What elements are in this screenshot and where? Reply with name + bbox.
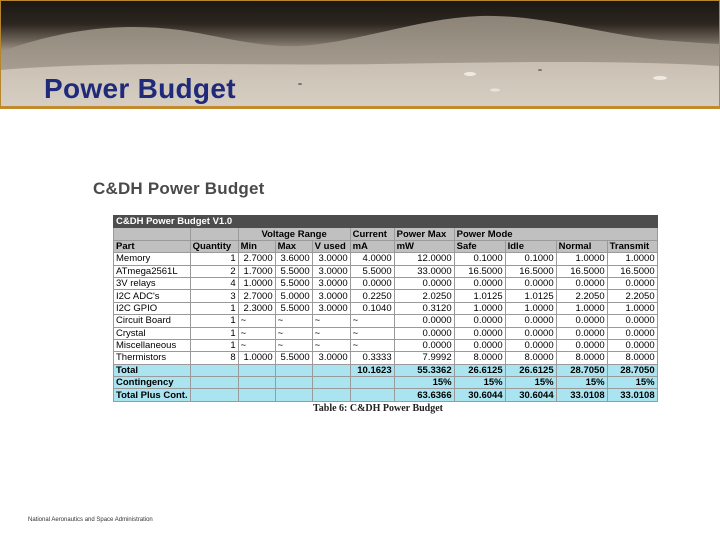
value-cell: 2.2050 (556, 290, 607, 302)
total-value-cell (190, 364, 238, 376)
group-header-row (114, 228, 658, 240)
total-value-cell (312, 389, 350, 401)
total-value-cell (350, 377, 394, 389)
value-cell: 3.0000 (312, 265, 350, 277)
value-cell: ~ (238, 327, 275, 339)
total-value-cell: 15% (394, 377, 454, 389)
value-cell: 1.0000 (607, 253, 657, 265)
value-cell: ~ (350, 327, 394, 339)
value-cell: 5.5000 (275, 265, 312, 277)
value-cell: 0.0000 (505, 315, 556, 327)
total-value-cell (350, 389, 394, 401)
value-cell: 0.2250 (350, 290, 394, 302)
value-cell: 0.0000 (350, 277, 394, 289)
value-cell: 3.0000 (312, 302, 350, 314)
value-cell: 2 (190, 265, 238, 277)
value-cell: 0.0000 (556, 315, 607, 327)
column-header: Min (238, 240, 275, 252)
value-cell: 0.1000 (505, 253, 556, 265)
value-cell: 0.0000 (607, 327, 657, 339)
value-cell: 8.0000 (505, 352, 556, 364)
value-cell: 1.0000 (607, 302, 657, 314)
total-label-cell: Total Plus Cont. (114, 389, 191, 401)
total-value-cell: 28.7050 (607, 364, 657, 376)
value-cell: ~ (312, 315, 350, 327)
value-cell: 2.0250 (394, 290, 454, 302)
total-value-cell: 26.6125 (454, 364, 505, 376)
value-cell: 2.2050 (607, 290, 657, 302)
total-value-cell (275, 377, 312, 389)
value-cell: 0.0000 (505, 277, 556, 289)
value-cell: 0.0000 (505, 327, 556, 339)
group-header-blank (190, 228, 238, 240)
value-cell: 1 (190, 315, 238, 327)
total-value-cell (312, 377, 350, 389)
total-value-cell: 30.6044 (505, 389, 556, 401)
column-header: Normal (556, 240, 607, 252)
value-cell: ~ (350, 339, 394, 351)
total-value-cell: 33.0108 (607, 389, 657, 401)
part-name-cell: I2C ADC's (114, 290, 191, 302)
total-value-cell: 26.6125 (505, 364, 556, 376)
sheet-caption: C&DH Power Budget V1.0 (114, 216, 658, 228)
part-name-cell: Thermistors (114, 352, 191, 364)
value-cell: 0.0000 (556, 339, 607, 351)
group-header-blank (114, 228, 191, 240)
column-header: Safe (454, 240, 505, 252)
banner-divider (0, 106, 720, 109)
value-cell: ~ (238, 339, 275, 351)
value-cell: 16.5000 (454, 265, 505, 277)
total-value-cell: 63.6366 (394, 389, 454, 401)
table-row (114, 315, 658, 327)
total-value-cell: 15% (505, 377, 556, 389)
part-name-cell: Memory (114, 253, 191, 265)
total-value-cell: 30.6044 (454, 389, 505, 401)
column-header: V used (312, 240, 350, 252)
part-name-cell: Crystal (114, 327, 191, 339)
value-cell: 16.5000 (607, 265, 657, 277)
total-value-cell (275, 389, 312, 401)
value-cell: 1 (190, 253, 238, 265)
value-cell: ~ (312, 339, 350, 351)
value-cell: 16.5000 (505, 265, 556, 277)
column-header: Idle (505, 240, 556, 252)
value-cell: ~ (275, 315, 312, 327)
value-cell: 0.3333 (350, 352, 394, 364)
part-name-cell: ATmega2561L (114, 265, 191, 277)
value-cell: ~ (275, 327, 312, 339)
part-name-cell: 3V relays (114, 277, 191, 289)
total-label-cell: Contingency (114, 377, 191, 389)
table-row (114, 339, 658, 351)
total-value-cell: 15% (556, 377, 607, 389)
value-cell: 3.0000 (312, 253, 350, 265)
group-header-power-max: Power Max (394, 228, 454, 240)
value-cell: 5.5000 (275, 277, 312, 289)
value-cell: 1.0000 (556, 253, 607, 265)
total-value-cell: 15% (454, 377, 505, 389)
table-row (114, 253, 658, 265)
value-cell: 0.0000 (454, 327, 505, 339)
value-cell: 5.5000 (350, 265, 394, 277)
value-cell: 0.0000 (454, 315, 505, 327)
total-value-cell: 10.1623 (350, 364, 394, 376)
table-body (114, 253, 658, 365)
value-cell: 16.5000 (556, 265, 607, 277)
value-cell: 1.0125 (505, 290, 556, 302)
total-value-cell: 33.0108 (556, 389, 607, 401)
value-cell: 1.0125 (454, 290, 505, 302)
value-cell: 0.0000 (394, 277, 454, 289)
value-cell: 0.1040 (350, 302, 394, 314)
table-row (114, 290, 658, 302)
total-value-cell: 55.3362 (394, 364, 454, 376)
column-header: Max (275, 240, 312, 252)
value-cell: 0.0000 (607, 277, 657, 289)
value-cell: ~ (238, 315, 275, 327)
value-cell: 0.0000 (454, 277, 505, 289)
value-cell: 5.0000 (275, 290, 312, 302)
column-header: Quantity (190, 240, 238, 252)
column-header: Transmit (607, 240, 657, 252)
slide-title: Power Budget (44, 73, 236, 104)
value-cell: 1 (190, 302, 238, 314)
table-row (114, 302, 658, 314)
value-cell: 1 (190, 327, 238, 339)
table-row (114, 327, 658, 339)
total-row (114, 377, 658, 389)
table-caption: Table 6: C&DH Power Budget (313, 403, 443, 414)
value-cell: ~ (312, 327, 350, 339)
value-cell: 33.0000 (394, 265, 454, 277)
total-value-cell (238, 389, 275, 401)
total-label-cell: Total (114, 364, 191, 376)
value-cell: 1.7000 (238, 265, 275, 277)
part-name-cell: Miscellaneous (114, 339, 191, 351)
column-header: Part (114, 240, 191, 252)
value-cell: 0.0000 (607, 339, 657, 351)
value-cell: 0.0000 (607, 315, 657, 327)
total-value-cell (312, 364, 350, 376)
value-cell: 3.0000 (312, 277, 350, 289)
value-cell: 4.0000 (350, 253, 394, 265)
value-cell: ~ (275, 339, 312, 351)
value-cell: 3.6000 (275, 253, 312, 265)
value-cell: 12.0000 (394, 253, 454, 265)
value-cell: 2.7000 (238, 253, 275, 265)
value-cell: 0.3120 (394, 302, 454, 314)
value-cell: 1 (190, 339, 238, 351)
value-cell: 1.0000 (556, 302, 607, 314)
total-row (114, 389, 658, 401)
table-row (114, 277, 658, 289)
value-cell: 1.0000 (505, 302, 556, 314)
column-header: mW (394, 240, 454, 252)
value-cell: 0.0000 (556, 327, 607, 339)
part-name-cell: I2C GPIO (114, 302, 191, 314)
value-cell: 4 (190, 277, 238, 289)
total-row (114, 364, 658, 376)
group-header-current: Current (350, 228, 394, 240)
group-header-power-mode: Power Mode (454, 228, 657, 240)
value-cell: 2.3000 (238, 302, 275, 314)
total-value-cell (190, 377, 238, 389)
value-cell: 0.1000 (454, 253, 505, 265)
value-cell: 8 (190, 352, 238, 364)
value-cell: 0.0000 (394, 327, 454, 339)
column-header-row (114, 240, 658, 252)
value-cell: 8.0000 (607, 352, 657, 364)
value-cell: 0.0000 (556, 277, 607, 289)
table-totals (114, 364, 658, 401)
value-cell: 5.5000 (275, 352, 312, 364)
value-cell: 0.0000 (394, 339, 454, 351)
value-cell: 3.0000 (312, 352, 350, 364)
value-cell: 1.0000 (454, 302, 505, 314)
value-cell: 8.0000 (556, 352, 607, 364)
sheet-caption-row (114, 216, 658, 228)
value-cell: 1.0000 (238, 352, 275, 364)
group-header-voltage-range: Voltage Range (238, 228, 350, 240)
value-cell: 2.7000 (238, 290, 275, 302)
figure-title: C&DH Power Budget (93, 179, 265, 198)
total-value-cell (238, 364, 275, 376)
value-cell: 3 (190, 290, 238, 302)
value-cell: 0.0000 (505, 339, 556, 351)
total-value-cell (190, 389, 238, 401)
value-cell: ~ (350, 315, 394, 327)
value-cell: 0.0000 (454, 339, 505, 351)
total-value-cell (238, 377, 275, 389)
value-cell: 5.5000 (275, 302, 312, 314)
total-value-cell (275, 364, 312, 376)
table-row (114, 265, 658, 277)
footer-text: National Aeronautics and Space Administration (28, 517, 153, 523)
total-value-cell: 28.7050 (556, 364, 607, 376)
power-budget-table (113, 215, 658, 402)
total-value-cell: 15% (607, 377, 657, 389)
value-cell: 8.0000 (454, 352, 505, 364)
value-cell: 0.0000 (394, 315, 454, 327)
column-header: mA (350, 240, 394, 252)
value-cell: 7.9992 (394, 352, 454, 364)
part-name-cell: Circuit Board (114, 315, 191, 327)
value-cell: 1.0000 (238, 277, 275, 289)
value-cell: 3.0000 (312, 290, 350, 302)
table-row (114, 352, 658, 364)
